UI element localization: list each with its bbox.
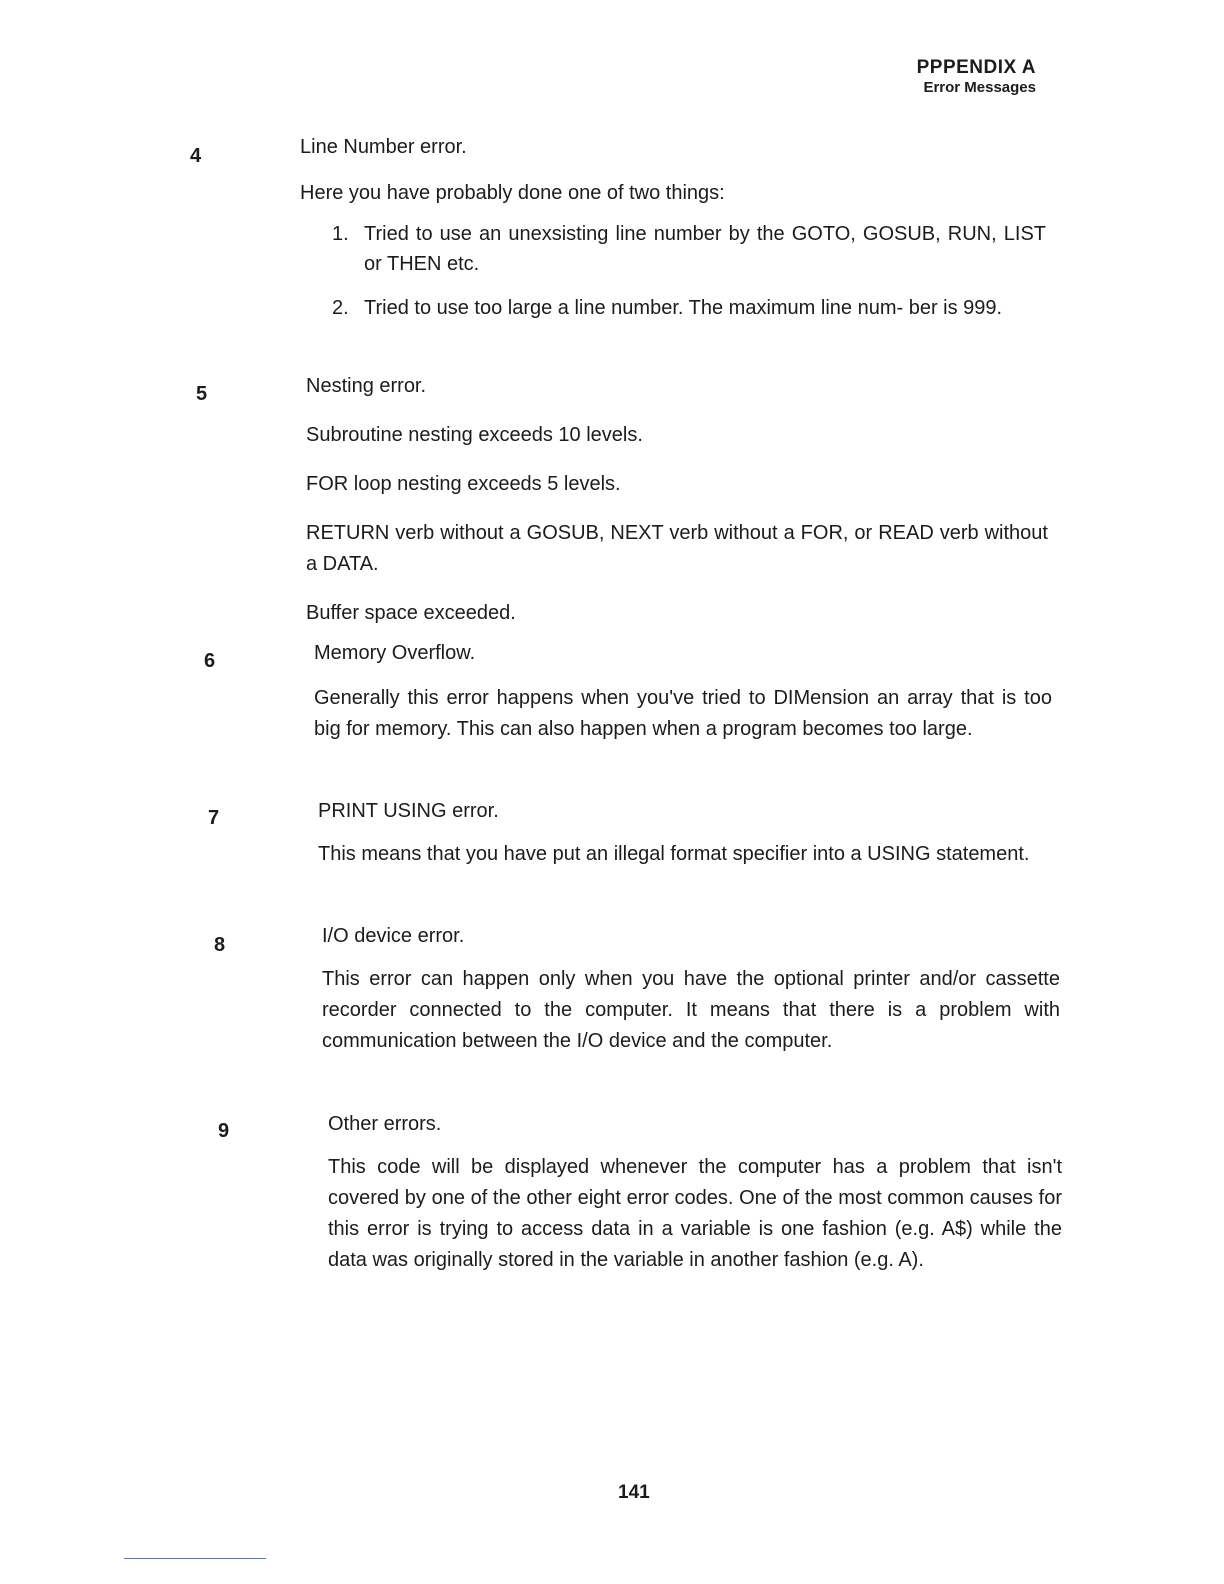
error-description: This code will be displayed whenever the computer has a problem that isn't covered by one of the other eight error codes. One of the most common causes for this error is trying to access data in a variable is one fashion (e.g. A$) while the data was originally stored in the variable in another fashion (e.g. A). [328,1156,1062,1271]
error-title: Memory Overflow. [314,642,476,664]
page-number: 141 [618,1482,650,1503]
appendix-title: PPPENDIX A [916,57,1036,78]
error-title: Nesting error. [306,375,427,397]
error-description: Generally this error happens when you've tried to DIMension an array that is too big for memory. This can also happen when a program becomes too large. [314,687,1052,740]
error-title: Line Number error. [300,136,467,158]
error-entry-7 [318,797,1056,886]
error-entry-4 [300,133,1046,337]
error-code-9: 9 [218,1120,230,1142]
list-item-number: 1. [332,223,349,245]
list-item-text: Tried to use too large a line number. The maximum line num- ber is 999. [364,297,1003,319]
error-code-8: 8 [214,934,226,956]
error-description: FOR loop nesting exceeds 5 levels. [306,473,621,495]
error-description: Subroutine nesting exceeds 10 levels. [306,424,643,446]
error-description: RETURN verb without a GOSUB, NEXT verb without a FOR, or READ verb without a DATA. [306,522,1048,575]
error-cause-list [332,219,1046,323]
error-title: I/O device error. [322,925,465,947]
error-code-5: 5 [196,383,208,405]
error-description: This means that you have put an illegal format specifier into a USING statement. [318,843,1030,865]
error-entry-6 [314,639,1052,761]
error-description: This error can happen only when you have the optional printer and/or cassette recorder connected to the computer. It means that there is a problem with communication between the I/O device and the computer. [322,968,1060,1052]
error-title: Other errors. [328,1113,442,1135]
error-code-7: 7 [208,807,220,829]
error-code-6: 6 [204,650,216,672]
list-item [332,219,1046,279]
bottom-rule [124,1558,266,1559]
error-intro: Here you have probably done one of two things: [300,182,725,204]
error-entry-5 [306,372,1048,645]
page-header [917,57,1036,96]
error-code-4: 4 [190,145,202,167]
error-entry-8 [322,922,1060,1073]
error-title: PRINT USING error. [318,800,499,822]
error-description: Buffer space exceeded. [306,602,516,624]
list-item-number: 2. [332,297,349,319]
list-item-text: Tried to use an unexsisting line number by the GOTO, GOSUB, RUN, LIST or THEN etc. [364,223,1046,275]
list-item [332,293,1046,323]
error-entry-9 [328,1110,1062,1292]
appendix-subtitle: Error Messages [923,78,1036,96]
